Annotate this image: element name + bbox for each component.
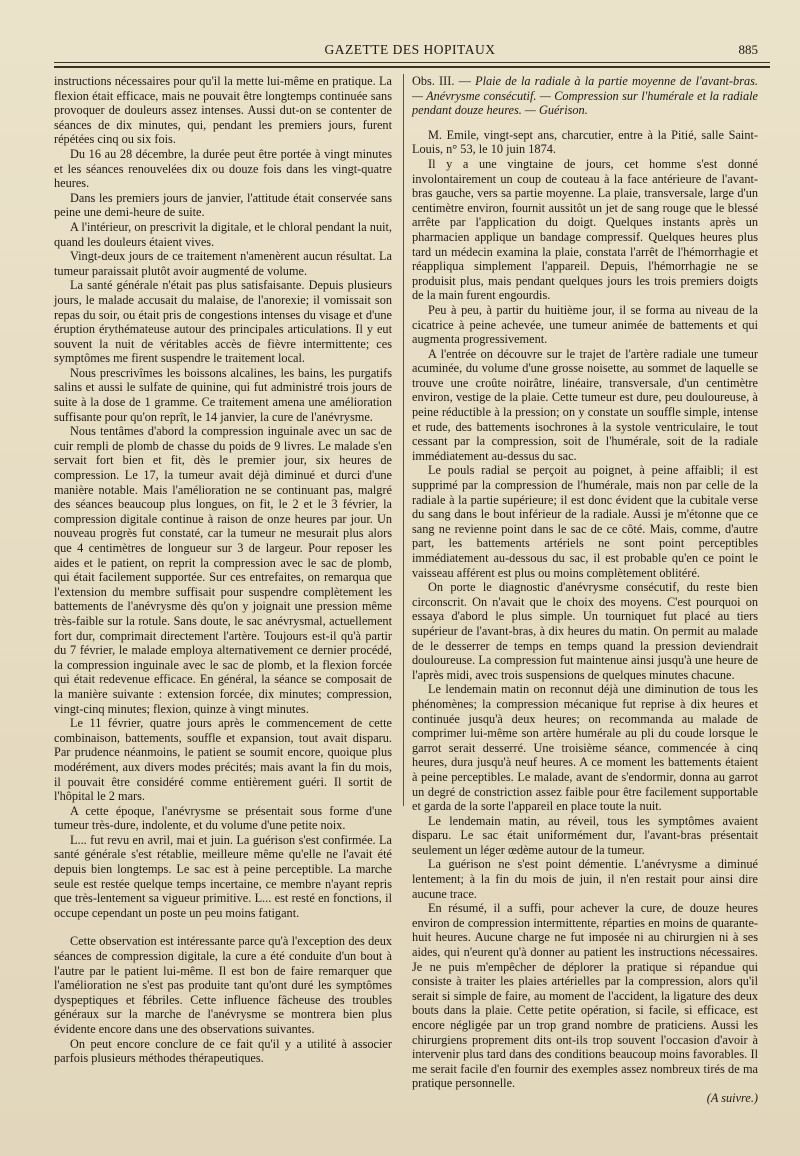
paragraph: La santé générale n'était pas plus satisfaisante. Depuis plusieurs jours, le malade accusait du malaise, de l'anorexie; il vomissait son repas du soir, ou était pris de congestions intenses du visage et d'une éruption érythémateuse autour des principales articulations. Il y eut souvent la nuit de véritables accès de fièvre intermittente; ces symptômes me firent suspendre le traitement local.	[54, 278, 392, 366]
header-rule	[54, 62, 770, 63]
observation-heading	[412, 74, 758, 118]
paragraph: Le pouls radial se perçoit au poignet, à peine affaibli; il est supprimé par la compression de l'humérale, mais non par celle de la radiale à la partie supérieure; il est donc évident que la cubitale verse du sang dans le bout inférieur de la radiale. Aussi je m'étonne que ce sang ne revienne point dans le sac de ce côté. Mais, comme, d'autre part, les battements artériels ne sont point perceptibles immédiatement au-dessous du sac, il est probable qu'en ce point le vaisseau afférent est plus ou moins complètement oblitéré.	[412, 463, 758, 580]
paragraph: Le 11 février, quatre jours après le commencement de cette combinaison, battements, souffle et expansion, tout avait disparu. Par prudence néanmoins, le patient se soumit encore, quoique plus modérément, aux divers modes précités; mais avant la fin du mois, il pouvait être considéré comme entièrement guéri. Il sortit de l'hôpital le 2 mars.	[54, 716, 392, 804]
column-divider	[403, 74, 404, 806]
paragraph: Dans les premiers jours de janvier, l'attitude était conservée sans peine une demi-heure de suite.	[54, 190, 392, 220]
journal-title: GAZETTE DES HOPITAUX	[324, 42, 496, 57]
paragraph: Peu à peu, à partir du huitième jour, il se forma au niveau de la cicatrice à peine achevée, une tumeur animée de battements et qui augmenta progressivement.	[412, 302, 758, 347]
paragraph: Cette observation est intéressante parce qu'à l'exception des deux séances de compression digitale, la cure a été conduite d'un bout à l'autre par le patient lui-même. Il est bon de faire remarquer que l'amélioration ne s'est pas produite tant qu'ont duré les symptômes dyspeptiques et fébriles. Cette influence fâcheuse des troubles généraux sur la marche de l'anévrysme se montrera bien plus évidente encore dans une des observations suivantes.	[54, 934, 392, 1036]
paragraph: Vingt-deux jours de ce traitement n'amenèrent aucun résultat. La tumeur paraissait plutôt avoir augmenté de volume.	[54, 249, 392, 278]
paragraph: Le lendemain matin, au réveil, tous les symptômes avaient disparu. Le sac était uniformément dur, l'avant-bras présentait seulement un léger œdème autour de la tumeur.	[412, 813, 758, 857]
paragraph: En résumé, il a suffi, pour achever la cure, de douze heures environ de compression intermittente, réparties en moins de quarante-huit heures. Aucune charge ne fut imposée ni au chirurgien ni à ses aides, qui n'eurent qu'à donner au patient les instructions nécessaires. Je ne puis m'empêcher de déplorer la pratique si répandue qui consiste à traiter les plaies artérielles par la compression, alors qu'il serait si simple de faire, au moment de l'accident, la ligature des deux bouts dans la plaie. Cette petite opération, si facile, si efficace, est encore négligée par un trop grand nombre de praticiens. Aussi les chirurgiens proprement dits ont-ils trop souvent l'occasion d'avoir à intervenir plus tard dans des conditions beaucoup moins favorables. Il me serait facile d'en fournir des exemples assez nombreux tirés de ma pratique personnelle.	[412, 901, 758, 1091]
right-column	[412, 74, 758, 1106]
paragraph: La guérison ne s'est point démentie. L'anévrysme a diminué lentement; à la fin du mois de juin, il n'en restait pour ainsi dire aucune trace.	[412, 857, 758, 901]
observation-title: Plaie de la radiale à la partie moyenne de l'avant-bras. — Anévrysme consécutif. — Compression sur l'humérale et la radiale pendant douze heures. — Guérison.	[412, 74, 759, 118]
page-header	[50, 42, 770, 62]
paragraph: On porte le diagnostic d'anévrysme consécutif, du reste bien circonscrit. On n'avait que le choix des moyens. C'est pourquoi on essaya d'abord le plus simple. Un tourniquet fut placé au tiers supérieur de l'avant-bras, à dix heures du matin. On permit au malade de le desserrer de temps en temps quand la pression deviendrait douloureuse. La compression fut maintenue ainsi jusqu'à une heure de l'après midi, avec trois suspensions de quelques minutes chacune.	[412, 580, 758, 682]
header-rule-thick	[54, 66, 770, 68]
paragraph: A l'entrée on découvre sur le trajet de l'artère radiale une tumeur acuminée, du volume d'une grosse noisette, au sommet de laquelle se trouve une croûte noirâtre, linéaire, transversale, d'un centimètre environ, vestige de la plaie. Cette tumeur est dure, peu douloureuse, à peine réductible à la pression; on y constate un souffle simple, intense et rude, des battements isochrones à la systole ventriculaire, le tout cessant par la compression, soit de l'humérale, soit de la radiale immédiatement au-dessus du sac.	[412, 346, 758, 463]
paragraph: Nous tentâmes d'abord la compression inguinale avec un sac de cuir rempli de plomb de chasse du poids de 9 livres. Le malade s'en servait fort bien et fit, dès le premier jour, six heures de compression. Le 17, la tumeur avait déjà diminué et durci d'une manière notable. Mais l'amélioration ne se continuant pas, malgré des séances beaucoup plus longues, on fit, le 2 et le 3 février, la compression digitale continue à raison de onze heures par jour. Un nouveau progrès fut constaté, car la tumeur ne mesurait plus alors que 4 centimètres de longueur sur 3 de largeur. Pour reposer les aides et le patient, on reprit la compression avec le sac de plomb, qui était facilement supportée. Sur ces entrefaites, on remarqua que l'extension du membre suffisait pour suspendre complètement les battements de l'anévrysme dès qu'on y joignait une pression même très-faible sur la rotule. Sans doute, le sac anévrysmal, actuellement fort dur, comprimait directement l'artère. Toujours est-il qu'à partir du 7 février, le malade employa alternativement ce dernier procédé, la compression inguinale avec le sac de plomb, et la flexion forcée qui était redevenue efficace. En général, la séance se composait de la manière suivante : extension forcée, dix minutes; compression, vingt-cinq minutes; flexion, quinze à vingt minutes.	[54, 424, 392, 716]
paragraph: A l'intérieur, on prescrivit la digitale, et le chloral pendant la nuit, quand les douleurs étaient vives.	[54, 219, 392, 249]
paragraph: Il y a une vingtaine de jours, cet homme s'est donné involontairement un coup de couteau à la face antérieure de l'avant-bras gauche, vers sa partie moyenne. La plaie, transversale, large d'un centimètre environ, fournit aussitôt un jet de sang rouge que le blessé arrête par l'application du doigt. Quelques instants après un pharmacien applique un bandage compressif. Quelques heures plus tard un médecin examina la plaie, constata l'arrêt de l'hémorrhagie et réappliqua simplement l'appareil. Depuis, l'hémorrhagie ne se produisit plus, mais pendant quelques jours les trois premiers doigts de la main furent engourdis.	[412, 156, 758, 303]
paragraph: On peut encore conclure de ce fait qu'il y a utilité à associer parfois plusieurs méthodes thérapeutiques.	[54, 1036, 392, 1066]
page-number: 885	[738, 42, 758, 57]
left-column	[54, 74, 392, 1066]
paragraph: Le lendemain matin on reconnut déjà une diminution de tous les phénomènes; la compression mécanique fut reprise à dix heures et continuée jusqu'à deux heures; on recommanda au malade de comprimer lui-même son artère humérale au pli du coude lorsque le garrot serait desserré. Une troisième séance, commencée à cinq heures, dura jusqu'à neuf heures. A ce moment les battements étaient à peine perceptibles. Le malade, avant de s'endormir, donna au garrot un degré de constriction assez faible pour être facilement supportable et garda de la sorte l'appareil en place toute la nuit.	[412, 682, 758, 814]
paragraph: A cette époque, l'anévrysme se présentait sous forme d'une tumeur très-dure, indolente, et du volume d'une petite noix.	[54, 803, 392, 833]
paragraph: Du 16 au 28 décembre, la durée peut être portée à vingt minutes et les séances renouvelées dix ou douze fois dans les vingt-quatre heures.	[54, 146, 392, 191]
continuation-note: (A suivre.)	[706, 1090, 758, 1105]
paragraph: Nous prescrivîmes les boissons alcalines, les bains, les purgatifs salins et aussi le sulfate de quinine, qui fut administré trois jours de suite à la dose de 1 gramme. Ce traitement amena une amélioration suffisante pour qu'on reprît, le 14 janvier, la cure de l'anévrysme.	[54, 365, 392, 424]
observation-label: Obs. III. —	[412, 74, 471, 88]
paragraph: L... fut revu en avril, mai et juin. La guérison s'est confirmée. La santé générale s'est rétablie, meilleure même qu'elle ne l'avait été depuis bien longtemps. Le sac est à peine perceptible. La marche seule est restée quelque temps incertaine, ce membre n'ayant repris que très-lentement sa vigueur primitive. L... est resté en fonctions, il occupe cependant un poste un peu moins fatigant.	[54, 832, 392, 920]
paragraph: instructions nécessaires pour qu'il la mette lui-même en pratique. La flexion était efficace, mais ne pouvait être longtemps continuée sans provoquer de douleurs assez intenses. Aussi dut-on se contenter de séances de dix minutes, qui, pendant les premiers jours, furent répétées cinq ou six fois.	[54, 74, 392, 147]
paragraph: M. Emile, vingt-sept ans, charcutier, entre à la Pitié, salle Saint-Louis, n° 53, le 10 juin 1874.	[412, 127, 758, 157]
